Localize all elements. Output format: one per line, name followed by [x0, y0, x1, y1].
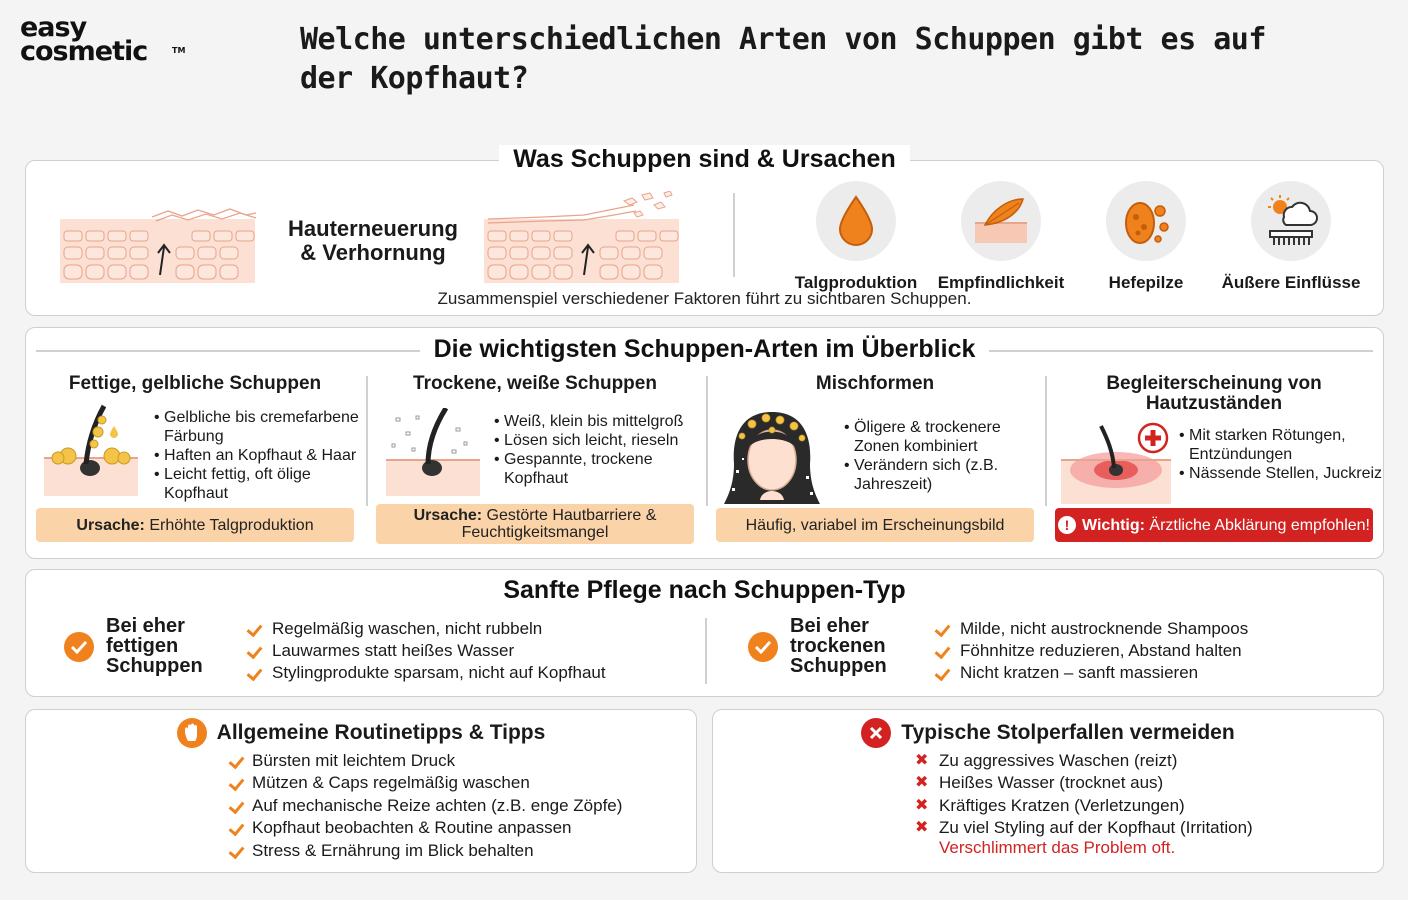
type-mixed-badge: Häufig, variabel im Erscheinungsbild [716, 508, 1034, 542]
inflamed-skin-icon [1061, 420, 1171, 504]
close-circle-icon [861, 718, 891, 748]
type-condition-badge: ! Wichtig: Ärztliche Abklärung empfohlen! [1055, 508, 1373, 542]
pitfalls-panel [712, 709, 1384, 873]
factor-yeast: Hefepilze [1071, 181, 1221, 293]
type-dry-title: Trockene, weiße Schuppen [413, 373, 657, 394]
types-panel [25, 327, 1384, 559]
section1-divider [733, 193, 735, 277]
process-label: Hauterneuerung & Verhornung [288, 216, 458, 265]
hand-icon [177, 718, 207, 748]
oil-drop-icon [836, 195, 876, 247]
care-oily-heading: Bei eher fettigen Schuppen [106, 615, 203, 677]
care-panel [25, 569, 1384, 697]
pitfalls-warning: Verschlimmert das Problem oft. [939, 838, 1176, 857]
type-condition-bullets: • Mit starken Rötungen, Entzündungen • Nässende Stellen, Juckreiz [1179, 426, 1383, 483]
type-oily-title: Fettige, gelbliche Schuppen [68, 373, 322, 394]
feather-icon [971, 195, 1031, 247]
routine-panel [25, 709, 697, 873]
type-mixed-bullets: • Öligere & trockenere Zonen kombiniert • Verändern sich (z.B. Jahreszeit) [844, 418, 1044, 494]
weather-comb-icon [1262, 193, 1320, 249]
care-dry-heading: Bei eher trockenen Schuppen [790, 615, 887, 677]
type-mixed-title: Mischformen [815, 373, 935, 394]
care-title: Sanfte Pflege nach Schuppen-Typ [503, 576, 906, 604]
pitfalls-list: ✖ Zu aggressives Waschen (reizt) ✖ Heißes Wasser (trocknet aus) ✖ Kräftiges Kratzen (Verletzungen) ✖ Zu viel Styling auf der Kopfhaut (Irritation) [913, 750, 1253, 840]
mixed-head-icon [722, 408, 822, 504]
brand-logo: easy cosmetic TM [20, 12, 186, 67]
dry-hair-icon [386, 408, 480, 496]
routine-list: Bürsten mit leichtem Druck Mützen & Caps regelmäßig waschen Auf mechanische Reize achten (z.B. enge Zöpfe) Kopfhaut beobachten & Routine anpassen Stress & Ernährung im Blick behalten [226, 750, 622, 862]
type-oily-bullets: • Gelbliche bis cremefarbene Färbung • Haften an Kopfhaut & Haar • Leicht fettig, oft ölige Kopfhaut [154, 408, 364, 503]
causes-caption: Zusammenspiel verschiedener Faktoren führt zu sichtbaren Schuppen. [437, 289, 972, 308]
type-dry-badge: Ursache: Gestörte Hautbarriere & Feuchtigkeitsmangel [376, 504, 694, 544]
skin-layer-illustration-2 [484, 191, 684, 287]
factor-sebum: Talgproduktion [781, 181, 931, 293]
page-title: Welche unterschiedlichen Arten von Schuppen gibt es auf der Kopfhaut? [300, 22, 1266, 96]
type-condition [1045, 374, 1383, 554]
oily-hair-icon [44, 404, 138, 496]
type-oily-badge: Ursache: Erhöhte Talgproduktion [36, 508, 354, 542]
causes-title: Was Schuppen sind & Ursachen [26, 145, 1383, 174]
check-circle-icon [748, 632, 778, 662]
yeast-icon [1118, 193, 1174, 249]
type-oily [26, 374, 364, 554]
type-dry-bullets: • Weiß, klein bis mittelgroß • Lösen sich leicht, rieseln • Gespannte, trockene Kopfhaut [494, 412, 704, 488]
factor-sensitivity: Empfindlichkeit [926, 181, 1076, 293]
check-circle-icon [64, 632, 94, 662]
types-title: Die wichtigsten Schuppen-Arten im Überblick [26, 335, 1383, 364]
type-mixed [706, 374, 1044, 554]
factor-external: Äußere Einflüsse [1216, 181, 1366, 293]
warning-icon: ! [1058, 516, 1076, 534]
skin-layer-illustration-1 [60, 207, 260, 287]
care-oily-tips: Regelmäßig waschen, nicht rubbeln Lauwarmes statt heißes Wasser Stylingprodukte sparsam, nicht auf Kopfhaut [246, 618, 666, 684]
pitfalls-title: Typische Stolperfallen vermeiden [901, 721, 1235, 744]
type-condition-title: Begleiterscheinung von Hautzuständen [1106, 373, 1322, 414]
type-dry [366, 374, 704, 554]
routine-title: Allgemeine Routinetipps & Tipps [216, 721, 546, 744]
causes-panel [25, 145, 1384, 316]
care-dry-tips: Milde, nicht austrocknende Shampoos Föhnhitze reduzieren, Abstand halten Nicht kratzen – sanft massieren [934, 618, 1354, 684]
